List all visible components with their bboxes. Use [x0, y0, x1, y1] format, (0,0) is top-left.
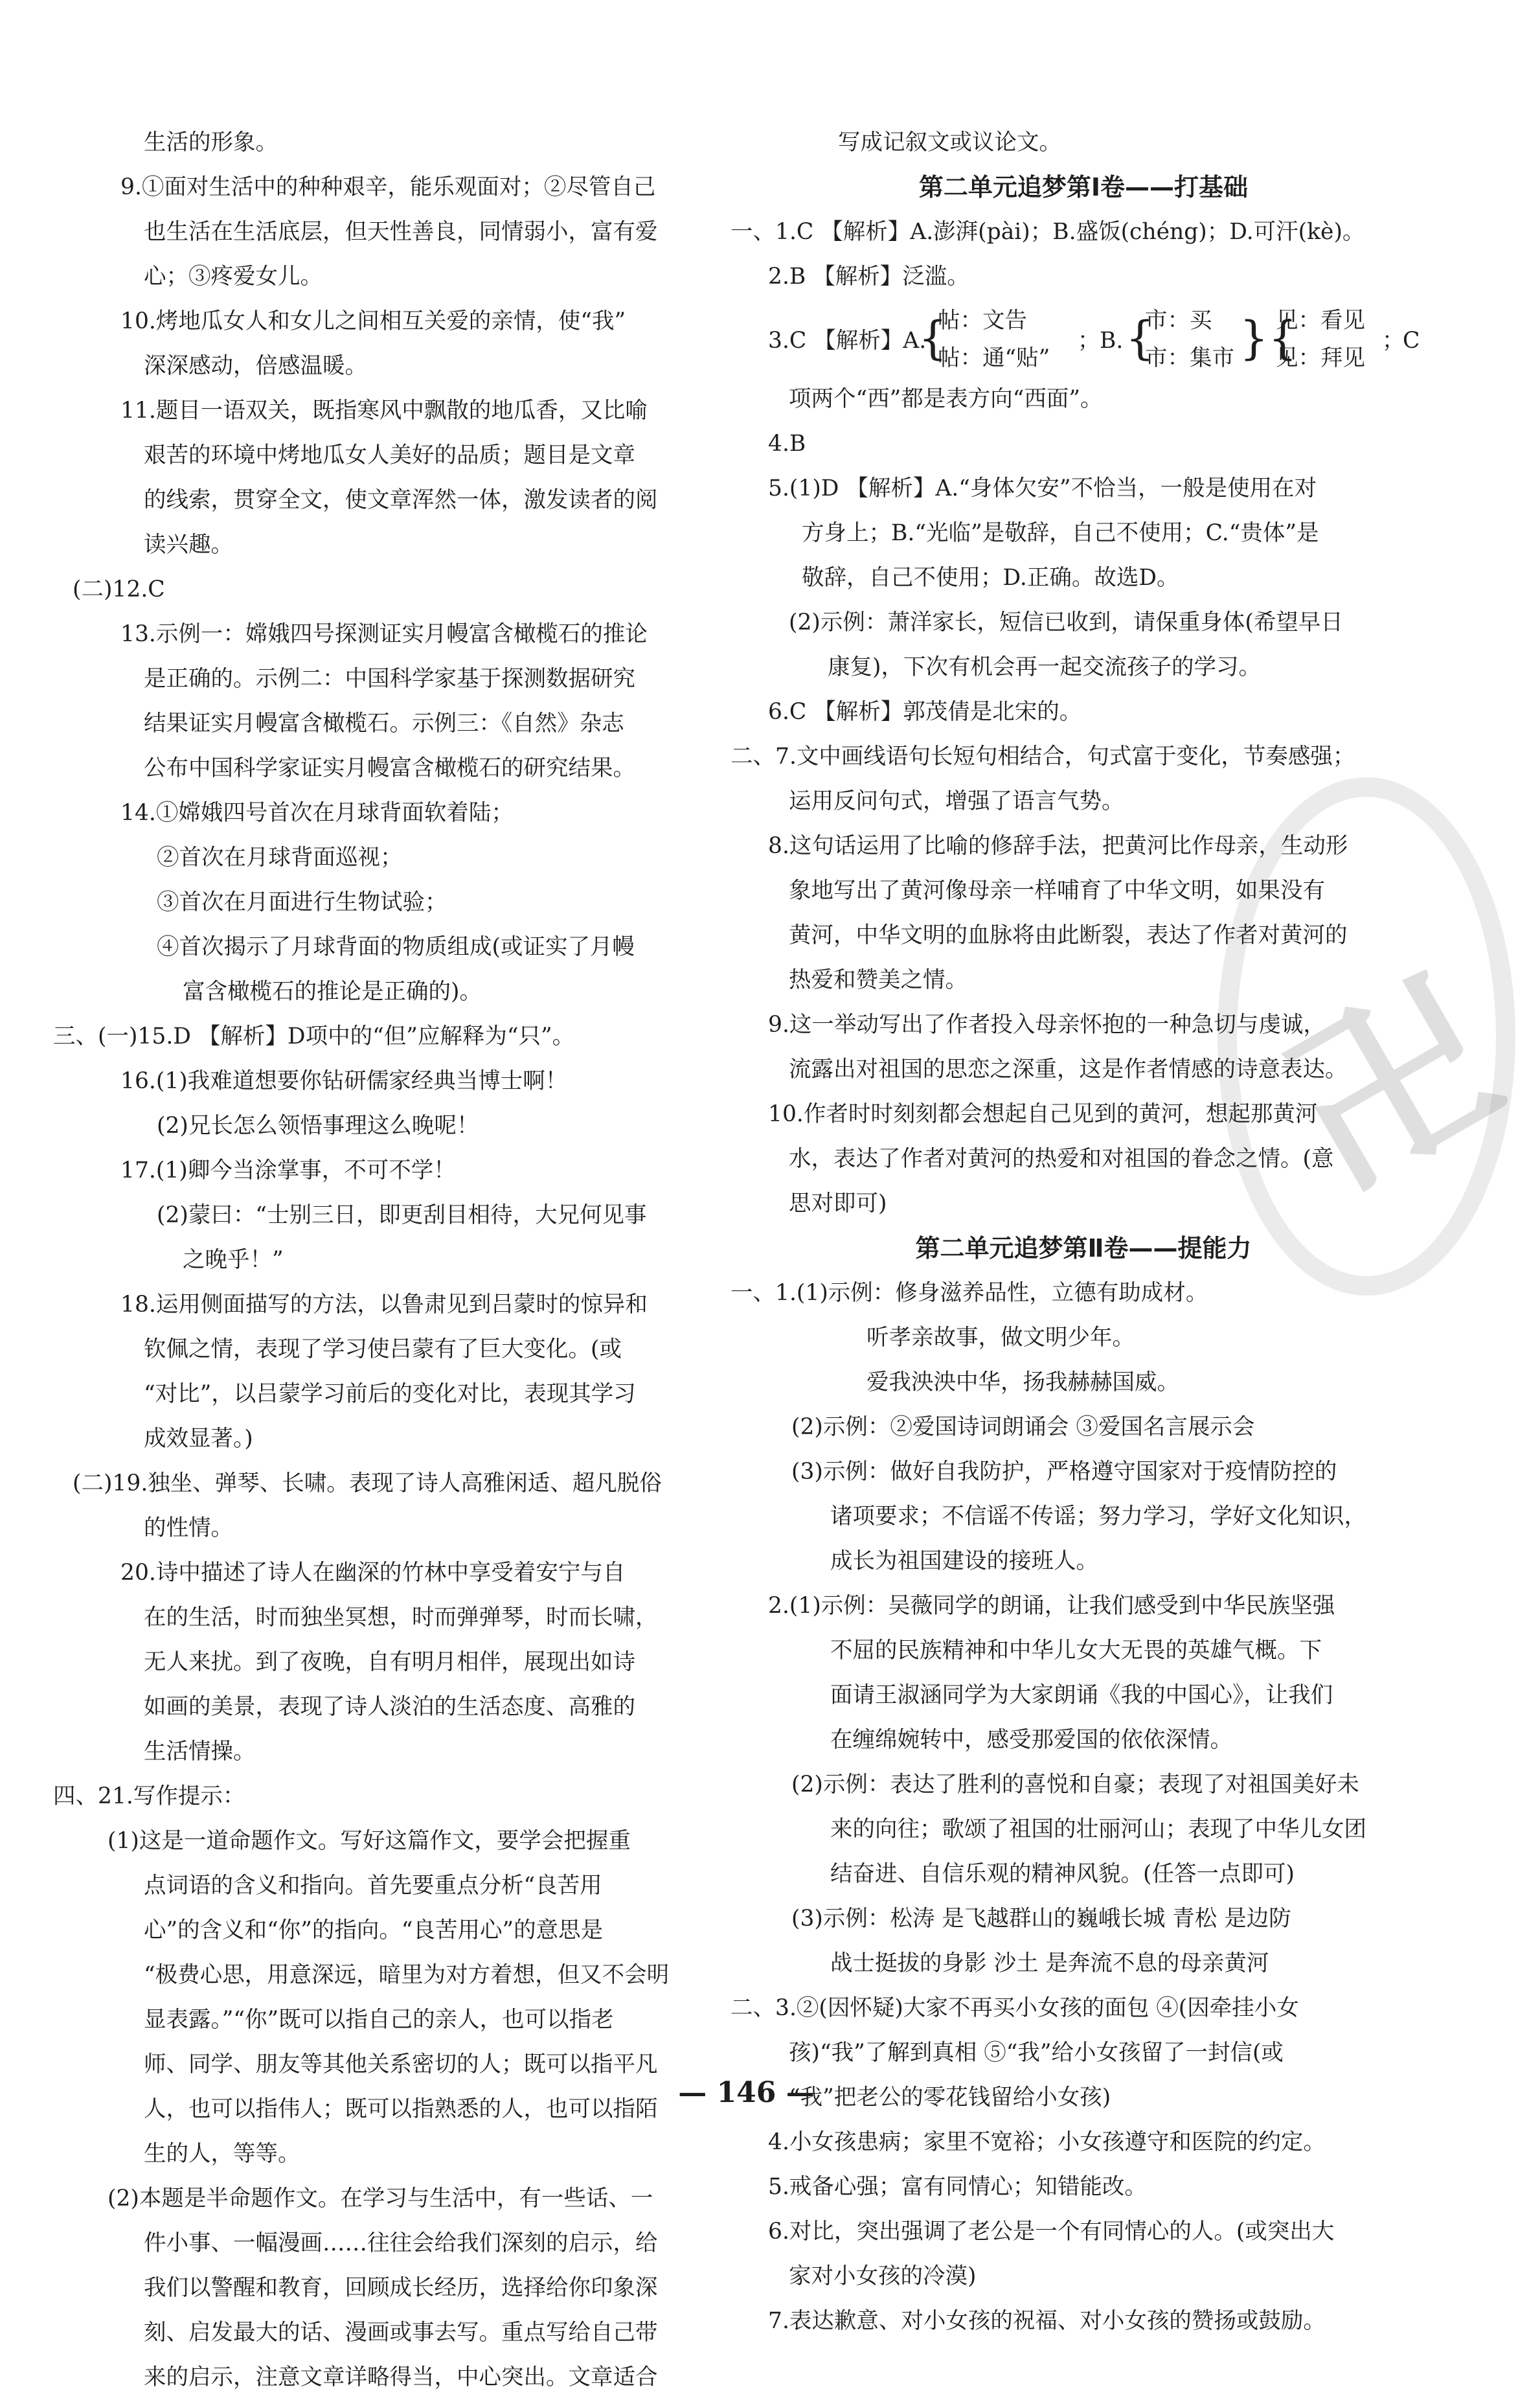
text-line: 一、1.C 【解析】A.澎湃(pài)；B.盛饭(chéng)；D.可汗(kè)。	[730, 219, 1365, 245]
text-line: 四、21.写作提示：	[53, 1783, 245, 1809]
q3-a2: 帖：通“贴”	[938, 345, 1050, 371]
q3-brace-d: }{	[1240, 312, 1298, 365]
text-line: 7.表达歉意、对小女孩的祝福、对小女孩的赞扬或鼓励。	[768, 2308, 1326, 2334]
text-line: 方身上；B.“光临”是敬辞，自己不使用；C.“贵体”是	[802, 520, 1319, 546]
text-line: 5.(1)D 【解析】A.“身体欠安”不恰当，一般是使用在对	[768, 475, 1317, 501]
text-line: 17.(1)卿今当涂掌事，不可不学！	[120, 1158, 456, 1183]
right-column-top	[724, 120, 1443, 299]
text-line: 在缠绵婉转中，感受那爱国的依依深情。	[830, 1727, 1232, 1753]
text-line: 16.(1)我难道想要你钻研儒家经典当博士啊！	[120, 1068, 568, 1094]
text-line: 诸项要求；不信谣不传谣；努力学习，学好文化知识，	[830, 1503, 1366, 1529]
text-line: 生活的形象。	[144, 130, 278, 155]
text-line: 刻、启发最大的话、漫画或事去写。重点写给自己带	[144, 2320, 658, 2346]
text-line: 来的启示，注意文章详略得当，中心突出。文章适合	[144, 2364, 658, 2390]
text-line: 来的向往；歌颂了祖国的壮丽河山；表现了中华儿女团	[830, 1816, 1366, 1842]
text-line: 我们以警醒和教育，回顾成长经历，选择给你印象深	[144, 2275, 658, 2301]
text-line: 项两个“西”都是表方向“西面”。	[789, 386, 1103, 412]
text-line: 敬辞，自己不使用；D.正确。故选D。	[802, 565, 1179, 591]
q3-brace-b: {	[1126, 312, 1155, 365]
page-number: — 146 —	[678, 2076, 815, 2109]
text-line: 点词语的含义和指向。首先要重点分析“良苦用	[144, 1873, 602, 1899]
text-line: 如画的美景，表现了诗人淡泊的生活态度、高雅的	[144, 1694, 635, 1720]
text-line: 钦佩之情，表现了学习使吕蒙有了巨大变化。(或	[144, 1336, 622, 1362]
text-line: 师、同学、朋友等其他关系密切的人；既可以指平凡	[144, 2051, 658, 2077]
right-column	[724, 120, 1443, 2344]
text-line: 不屈的民族精神和中华儿女大无畏的英雄气概。下	[830, 1638, 1322, 1663]
text-line: 是正确的。示例二：中国科学家基于探测数据研究	[144, 666, 635, 692]
text-line: 8.这句话运用了比喻的修辞手法，把黄河比作母亲，生动形	[768, 833, 1348, 859]
q3-a1: 帖：文告	[938, 308, 1027, 334]
text-line: 在的生活，时而独坐冥想，时而弹弹琴，时而长啸，	[144, 1605, 658, 1630]
text-line: 公布中国科学家证实月幔富含橄榄石的研究结果。	[144, 755, 635, 781]
text-line: (二)19.独坐、弹琴、长啸。表现了诗人高雅闲适、超凡脱俗	[73, 1470, 662, 1496]
text-line: 象地写出了黄河像母亲一样哺育了中华文明，如果没有	[789, 878, 1325, 904]
text-line: ③首次在月面进行生物试验；	[157, 889, 447, 915]
text-line: (3)示例：松涛 是飞越群山的巍峨长城 青松 是边防	[791, 1906, 1291, 1932]
text-line: 孩)“我”了解到真相 ⑤“我”给小女孩留了一封信(或	[789, 2040, 1284, 2066]
text-line: (2)示例：萧洋家长，短信已收到，请保重身体(希望早日	[789, 610, 1343, 635]
text-line: 6.对比，突出强调了老公是一个有同情心的人。(或突出大	[768, 2219, 1335, 2245]
q3-sep-2: ；	[1382, 328, 1405, 354]
text-line: 爱我泱泱中华，扬我赫赫国威。	[866, 1369, 1179, 1395]
text-line: (2)蒙曰：“士别三日，即更刮目相待，大兄何见事	[157, 1202, 647, 1228]
text-line: 生活情操。	[144, 1739, 256, 1765]
text-line: (2)示例：表达了胜利的喜悦和自豪；表现了对祖国美好未	[791, 1772, 1359, 1798]
text-line: 成长为祖国建设的接班人。	[830, 1548, 1098, 1574]
q3-b2: 市：集市	[1145, 345, 1234, 371]
text-line: 结奋进、自信乐观的精神风貌。(任答一点即可)	[830, 1861, 1295, 1887]
text-line: 显表露。”“你”既可以指自己的亲人，也可以指老	[144, 2007, 614, 2033]
text-line: 听孝亲故事，做文明少年。	[866, 1325, 1135, 1351]
right-column-bottom	[724, 377, 1443, 2344]
text-line: 面请王淑涵同学为大家朗诵《我的中国心》，让我们	[830, 1682, 1333, 1708]
text-line: 4.小女孩患病；家里不宽裕；小女孩遵守和医院的约定。	[768, 2129, 1326, 2155]
text-line: 艰苦的环境中烤地瓜女人美好的品质；题目是文章	[144, 442, 635, 468]
text-line: 10.烤地瓜女人和女儿之间相互关爱的亲情，使“我”	[120, 308, 626, 334]
q3-b1: 市：买	[1145, 308, 1212, 334]
text-line: 一、1.(1)示例：修身滋养品性，立德有助成材。	[730, 1280, 1208, 1306]
text-line: (2)示例：②爱国诗词朗诵会 ③爱国名言展示会	[791, 1414, 1255, 1440]
text-line: “我”把老公的零花钱留给小女孩)	[789, 2085, 1111, 2110]
q3-prefix: 3.C 【解析】A.	[768, 328, 927, 354]
text-line: 10.作者时时刻刻都会想起自己见到的黄河，想起那黄河	[768, 1101, 1318, 1127]
text-line: 11.题目一语双关，既指寒风中飘散的地瓜香，又比喻	[120, 398, 648, 424]
text-line: 运用反问句式，增强了语言气势。	[789, 788, 1124, 814]
text-line: 2.B 【解析】泛滥。	[768, 264, 969, 290]
text-line: 热爱和赞美之情。	[789, 967, 968, 993]
text-line: “极费心思，用意深远，暗里为对方着想，但又不会明	[144, 1962, 670, 1988]
text-line: 之晚乎！”	[183, 1247, 284, 1273]
text-line: 战士挺拔的身影 沙土 是奔流不息的母亲黄河	[830, 1950, 1269, 1976]
text-line: 4.B	[768, 431, 806, 457]
q3-d1: 见：看见	[1276, 308, 1365, 334]
text-line: 成效显著。)	[144, 1426, 253, 1452]
text-line: 2.(1)示例：吴薇同学的朗诵，让我们感受到中华民族坚强	[768, 1593, 1335, 1619]
text-line: 心；③疼爱女儿。	[144, 264, 323, 290]
text-line: 20.诗中描述了诗人在幽深的竹林中享受着安宁与自	[120, 1560, 626, 1586]
text-line: 14.①嫦娥四号首次在月球背面软着陆；	[120, 800, 514, 826]
text-line: 的性情。	[144, 1515, 233, 1541]
text-line: 家对小女孩的冷漠)	[789, 2263, 977, 2289]
watermark-glyph-icon: 卍	[1253, 940, 1535, 1234]
text-line: 三、(一)15.D 【解析】D项中的“但”应解释为“只”。	[53, 1023, 575, 1049]
text-line: 康复)，下次有机会再一起交流孩子的学习。	[828, 654, 1261, 680]
text-line: 结果证实月幔富含橄榄石。示例三：《自然》杂志	[144, 711, 624, 737]
text-line: (二)12.C	[73, 577, 165, 602]
text-line: 思对即可)	[789, 1191, 887, 1217]
text-line: 黄河，中华文明的血脉将由此断裂，表达了作者对黄河的	[789, 922, 1348, 948]
text-line: 的线索，贯穿全文，使文章浑然一体，激发读者的阅	[144, 487, 658, 513]
text-line: 富含橄榄石的推论是正确的)。	[183, 979, 482, 1005]
question-3-line	[724, 299, 1443, 377]
q3-b-label: B.	[1100, 328, 1124, 354]
text-line: 无人来扰。到了夜晚，自有明月相伴，展现出如诗	[144, 1649, 635, 1675]
text-line: 6.C 【解析】郭茂倩是北宋的。	[768, 699, 1082, 725]
text-line: ②首次在月球背面巡视；	[157, 845, 403, 871]
text-line: 流露出对祖国的思恋之深重，这是作者情感的诗意表达。	[789, 1057, 1348, 1082]
text-line: 5.戒备心强；富有同情心；知错能改。	[768, 2174, 1147, 2200]
text-line: 心”的含义和“你”的指向。“良苦用心”的意思是	[144, 1917, 604, 1943]
section-title: 第二单元追梦第Ⅰ卷——打基础	[918, 173, 1249, 201]
text-line: 18.运用侧面描写的方法，以鲁肃见到吕蒙时的惊异和	[120, 1292, 648, 1318]
text-line: 13.示例一：嫦娥四号探测证实月幔富含橄榄石的推论	[120, 621, 648, 647]
text-line: 9.①面对生活中的种种艰辛，能乐观面对；②尽管自己	[120, 174, 656, 200]
text-line: 9.这一举动写出了作者投入母亲怀抱的一种急切与虔诚，	[768, 1012, 1326, 1038]
q3-d2: 见：拜见	[1276, 345, 1365, 371]
section-title: 第二单元追梦第Ⅱ卷——提能力	[915, 1234, 1252, 1263]
text-line: 深深感动，倍感温暖。	[144, 353, 367, 379]
text-line: 生的人，等等。	[144, 2141, 300, 2167]
text-line: ④首次揭示了月球背面的物质组成(或证实了月幔	[157, 934, 635, 960]
text-line: (2)兄长怎么领悟事理这么晚呢！	[157, 1113, 479, 1139]
text-line: 读兴趣。	[144, 532, 233, 558]
text-line: (2)本题是半命题作文。在学习与生活中，有一些话、一	[108, 2186, 653, 2211]
q3-c-label: C	[1403, 328, 1420, 354]
q3-sep-1: ；	[1078, 328, 1100, 354]
text-line: “对比”，以吕蒙学习前后的变化对比，表现其学习	[144, 1381, 636, 1407]
text-line: 二、3.②(因怀疑)大家不再买小女孩的面包 ④(因牵挂小女	[730, 1995, 1299, 2021]
text-line: 人，也可以指伟人；既可以指熟悉的人，也可以指陌	[144, 2096, 658, 2122]
text-line: 也生活在生活底层，但天性善良，同情弱小，富有爱	[144, 219, 658, 245]
text-line: 件小事、一幅漫画……往往会给我们深刻的启示，给	[144, 2230, 658, 2256]
text-line: 水，表达了作者对黄河的热爱和对祖国的眷念之情。(意	[789, 1146, 1334, 1172]
text-line: (1)这是一道命题作文。写好这篇作文，要学会把握重	[108, 1828, 631, 1854]
left-column	[53, 120, 746, 2400]
text-line: (3)示例：做好自我防护，严格遵守国家对于疫情防控的	[791, 1459, 1337, 1485]
q3-brace-a: {	[918, 312, 947, 365]
text-line: 写成记叙文或议论文。	[838, 130, 1061, 155]
text-line: 二、7.文中画线语句长短句相结合，句式富于变化，节奏感强；	[730, 744, 1355, 770]
